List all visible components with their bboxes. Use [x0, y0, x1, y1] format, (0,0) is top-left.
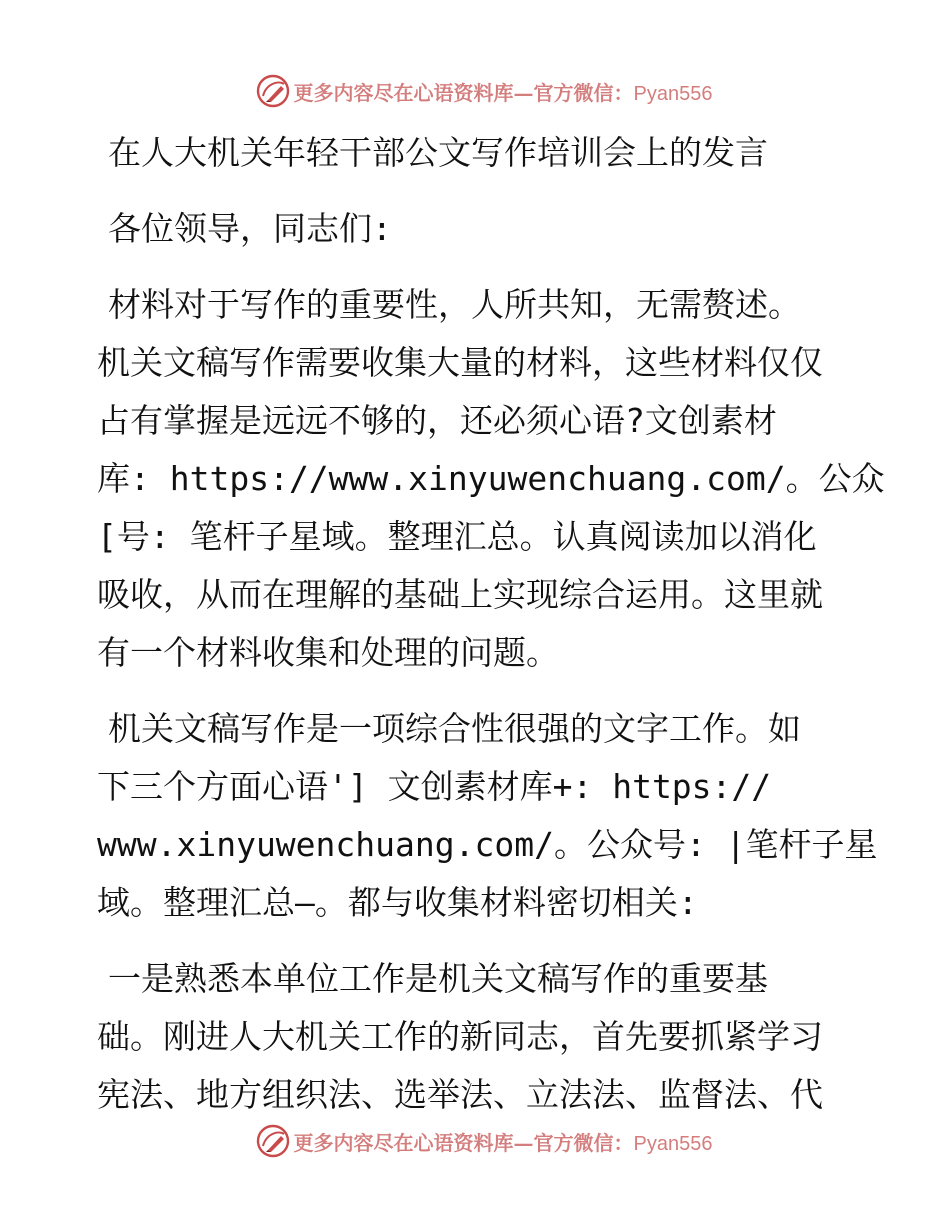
- paragraph-line: www.xinyuwenchuang.com/。公众号: |笔杆子星: [97, 825, 878, 864]
- wechat-id: Pyan556: [633, 82, 713, 105]
- brand-logo-icon: [256, 74, 290, 108]
- paragraph-1: [97, 276, 885, 682]
- document-salutation: 各位领导，同志们:: [108, 209, 392, 248]
- paragraph-line: 有一个材料收集和处理的问题。: [97, 633, 559, 672]
- paragraph-line: 下三个方面心语'] 文创素材库+: https://: [97, 767, 772, 806]
- paragraph-line: 材料对于写作的重要性，人所共知，无需赘述。: [108, 285, 801, 324]
- paragraph-line: 域。整理汇总—。都与收集材料密切相关:: [97, 883, 698, 922]
- paragraph-line: 宪法、地方组织法、选举法、立法法、监督法、代: [97, 1075, 823, 1114]
- document-title: 在人大机关年轻干部公文写作培训会上的发言: [108, 133, 768, 172]
- paragraph-line: 机关文稿写作是一项综合性很强的文字工作。如: [108, 709, 801, 748]
- watermark-text: 更多内容尽在心语资料库—官方微信：Pyan556: [293, 1130, 713, 1155]
- paragraph-line: [号: 笔杆子星域。整理汇总。认真阅读加以消化: [97, 517, 817, 556]
- paragraph-line: 占有掌握是远远不够的，还必须心语?文创素材: [97, 401, 777, 440]
- document-body: [97, 124, 885, 1124]
- paragraph-2: [97, 700, 878, 932]
- paragraph-line: 机关文稿写作需要收集大量的材料，这些材料仅仅: [97, 343, 823, 382]
- paragraph-line: 吸收，从而在理解的基础上实现综合运用。这里就: [97, 575, 823, 614]
- brand-logo-icon: [256, 1124, 290, 1158]
- paragraph-3: [97, 950, 857, 1124]
- header-watermark-banner: [0, 71, 950, 111]
- wechat-id: Pyan556: [633, 1132, 713, 1155]
- paragraph-line: 一是熟悉本单位工作是机关文稿写作的重要基: [108, 959, 768, 998]
- watermark-text: 更多内容尽在心语资料库—官方微信：Pyan556: [293, 80, 713, 105]
- footer-watermark-banner: [0, 1121, 950, 1161]
- paragraph-line: 础。刚进人大机关工作的新同志，首先要抓紧学习: [97, 1017, 823, 1056]
- paragraph-line: 库: https://www.xinyuwenchuang.com/。公众: [97, 459, 885, 498]
